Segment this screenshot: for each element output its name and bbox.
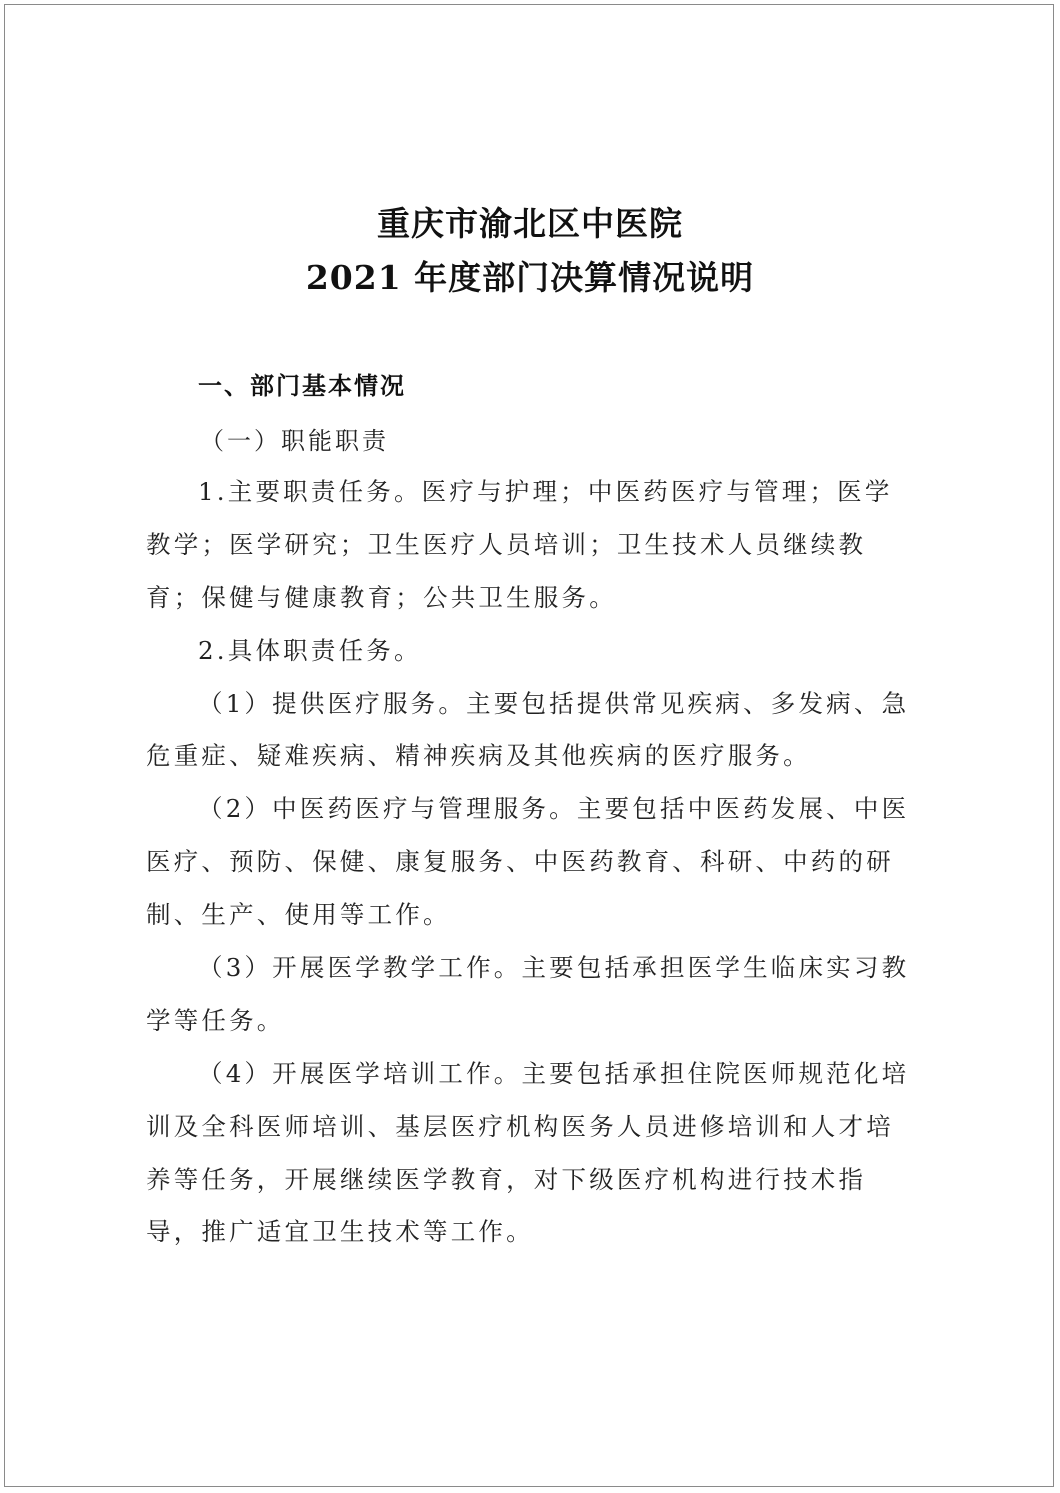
paragraph-line: （4）开展医学培训工作。主要包括承担住院医师规范化培 [198,1059,910,1088]
document-subtitle: 2021 年度部门决算情况说明 [305,258,755,297]
paragraph-line: 制、生产、使用等工作。 [146,900,451,929]
paragraph-line: （3）开展医学教学工作。主要包括承担医学生临床实习教 [198,953,910,982]
section-heading: 一、部门基本情况 [198,371,406,400]
paragraph-line: 医疗、预防、保健、康复服务、中医药教育、科研、中药的研 [146,847,894,876]
document-title: 重庆市渝北区中医院 [377,204,683,243]
paragraph-line: 危重症、疑难疾病、精神疾病及其他疾病的医疗服务。 [146,741,811,770]
paragraph-line: 养等任务，开展继续医学教育，对下级医疗机构进行技术指 [146,1165,867,1194]
subsection-heading: （一）职能职责 [200,427,389,455]
paragraph-line: （1）提供医疗服务。主要包括提供常见疾病、多发病、急 [198,689,910,718]
paragraph-line: 导，推广适宜卫生技术等工作。 [146,1217,534,1246]
paragraph-line: （2）中医药医疗与管理服务。主要包括中医药发展、中医 [198,794,910,823]
paragraph-line: 教学；医学研究；卫生医疗人员培训；卫生技术人员继续教 [146,530,867,559]
paragraph-line: 2.具体职责任务。 [198,636,422,665]
paragraph-line: 1.主要职责任务。医疗与护理；中医药医疗与管理；医学 [198,477,893,506]
paragraph-line: 学等任务。 [146,1006,285,1035]
paragraph-line: 育；保健与健康教育；公共卫生服务。 [146,583,617,612]
paragraph-line: 训及全科医师培训、基层医疗机构医务人员进修培训和人才培 [146,1112,894,1141]
